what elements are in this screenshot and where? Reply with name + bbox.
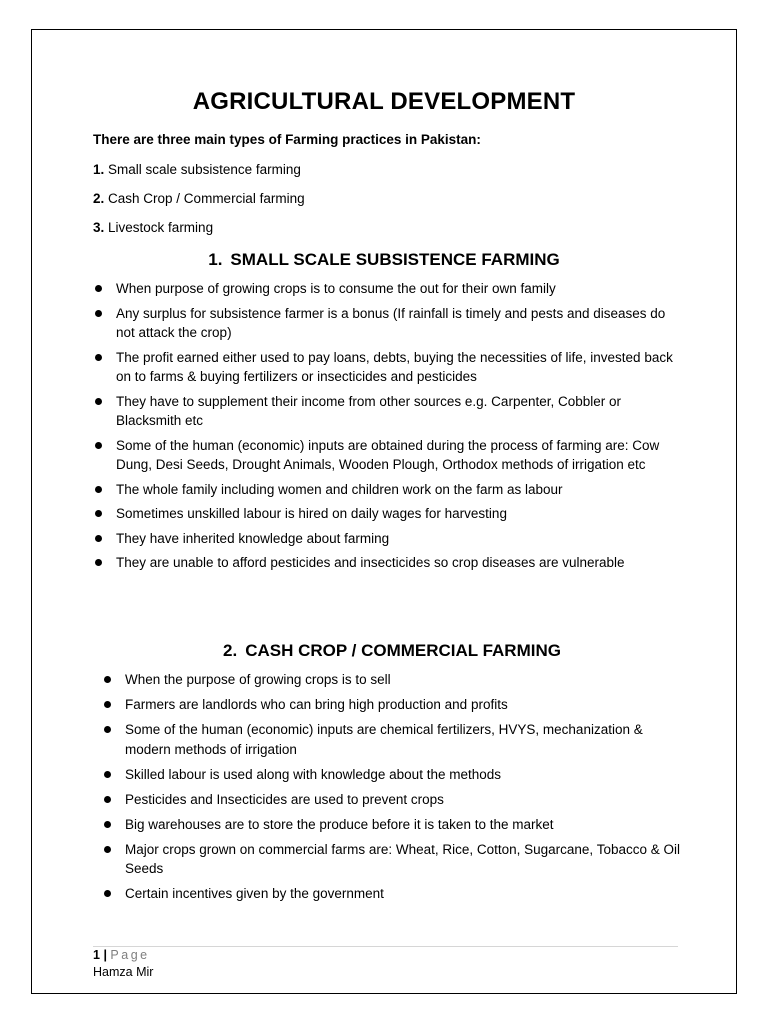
list-item-text: They have to supplement their income from other sources e.g. Carpenter, Cobbler or Blacksmith etc [116, 393, 622, 428]
intro-text: There are three main types of Farming practices in Pakistan: [93, 132, 481, 147]
list-item [116, 529, 676, 549]
farming-type-label: Small scale subsistence farming [108, 162, 301, 177]
list-item-text: They are unable to afford pesticides and insecticides so crop diseases are vulnerable [116, 555, 625, 570]
bullet-icon [104, 890, 111, 897]
list-item-text: Big warehouses are to store the produce before it is taken to the market [125, 816, 554, 832]
page-title: AGRICULTURAL DEVELOPMENT [192, 88, 576, 115]
list-item [116, 480, 676, 500]
section-number: 1. [208, 250, 223, 269]
list-item [125, 815, 680, 835]
bullet-icon [104, 796, 111, 803]
footer-divider [93, 946, 678, 947]
farming-type-number: 2. [93, 191, 105, 206]
bullet-icon [95, 486, 102, 493]
bullet-icon [95, 354, 102, 361]
section-title: SMALL SCALE SUBSISTENCE FARMING [230, 250, 560, 269]
bullet-icon [95, 535, 102, 542]
list-item-text: Farmers are landlords who can bring high production and profits [125, 697, 508, 712]
page-number: 1 [93, 948, 100, 962]
farming-type-number: 3. [93, 220, 105, 235]
farming-type-label: Livestock farming [108, 220, 214, 235]
list-item-text: Major crops grown on commercial farms are: Wheat, Rice, Cotton, Sugarcane, Tobacco & Oil Seeds [125, 841, 680, 876]
list-item [116, 348, 676, 387]
section-title: CASH CROP / COMMERCIAL FARMING [245, 641, 561, 660]
list-item [116, 304, 676, 343]
list-item [116, 279, 676, 299]
footer-author: Hamza Mir [93, 965, 154, 979]
list-item-text: The whole family including women and children work on the farm as labour [116, 481, 563, 497]
section-number: 2. [223, 641, 238, 660]
farming-type-number: 1. [93, 162, 105, 177]
section-1-heading [0, 250, 768, 270]
bullet-icon [95, 442, 102, 449]
bullet-icon [104, 771, 111, 778]
farming-type-1 [93, 162, 301, 177]
bullet-icon [104, 726, 111, 733]
list-item-text: Some of the human (economic) inputs are obtained during the process of farming are: Cow Dung, Desi Seeds, Drought Animals, Wooden Plough, Orthodox methods of irrigation etc [116, 437, 660, 472]
list-item-text: Pesticides and Insecticides are used to prevent crops [125, 791, 444, 807]
page-label: Page [110, 948, 150, 962]
bullet-icon [95, 398, 102, 405]
list-item-text: When purpose of growing crops is to consume the out for their own family [116, 281, 556, 296]
bullet-icon [104, 821, 111, 828]
list-item [116, 436, 676, 475]
farming-type-2 [93, 191, 305, 206]
page-separator: | [103, 948, 107, 962]
list-item [116, 504, 676, 524]
bullet-icon [95, 285, 102, 292]
list-item-text: Certain incentives given by the government [125, 886, 384, 901]
list-item [125, 695, 680, 715]
farming-type-3 [93, 220, 213, 235]
farming-type-label: Cash Crop / Commercial farming [108, 191, 305, 206]
section-1-bullet-list [116, 279, 676, 573]
list-item [116, 392, 676, 431]
list-item-text: Skilled labour is used along with knowledge about the methods [125, 766, 501, 782]
bullet-icon [95, 559, 102, 566]
footer-page-number [93, 948, 150, 962]
list-item-text: Any surplus for subsistence farmer is a bonus (If rainfall is timely and pests and diseases do not attack the crop) [116, 305, 666, 340]
list-item [116, 553, 676, 573]
section-2-bullet-list [125, 670, 680, 904]
bullet-icon [104, 846, 111, 853]
list-item-text: Some of the human (economic) inputs are chemical fertilizers, HVYS, mechanization & modern methods of irrigation [125, 722, 643, 757]
list-item [125, 765, 680, 785]
list-item-text: Sometimes unskilled labour is hired on daily wages for harvesting [116, 506, 507, 521]
list-item [125, 670, 680, 690]
list-item-text: The profit earned either used to pay loans, debts, buying the necessities of life, invested back on to farms & buying fertilizers or insecticides and pesticides [116, 349, 673, 384]
bullet-icon [104, 701, 111, 708]
list-item-text: They have inherited knowledge about farming [116, 530, 390, 546]
list-item [125, 884, 680, 904]
bullet-icon [95, 510, 102, 517]
section-2-heading [8, 641, 768, 661]
list-item [125, 790, 680, 810]
list-item-text: When the purpose of growing crops is to sell [125, 672, 391, 687]
bullet-icon [95, 310, 102, 317]
list-item [125, 720, 680, 759]
list-item [125, 840, 680, 879]
bullet-icon [104, 676, 111, 683]
